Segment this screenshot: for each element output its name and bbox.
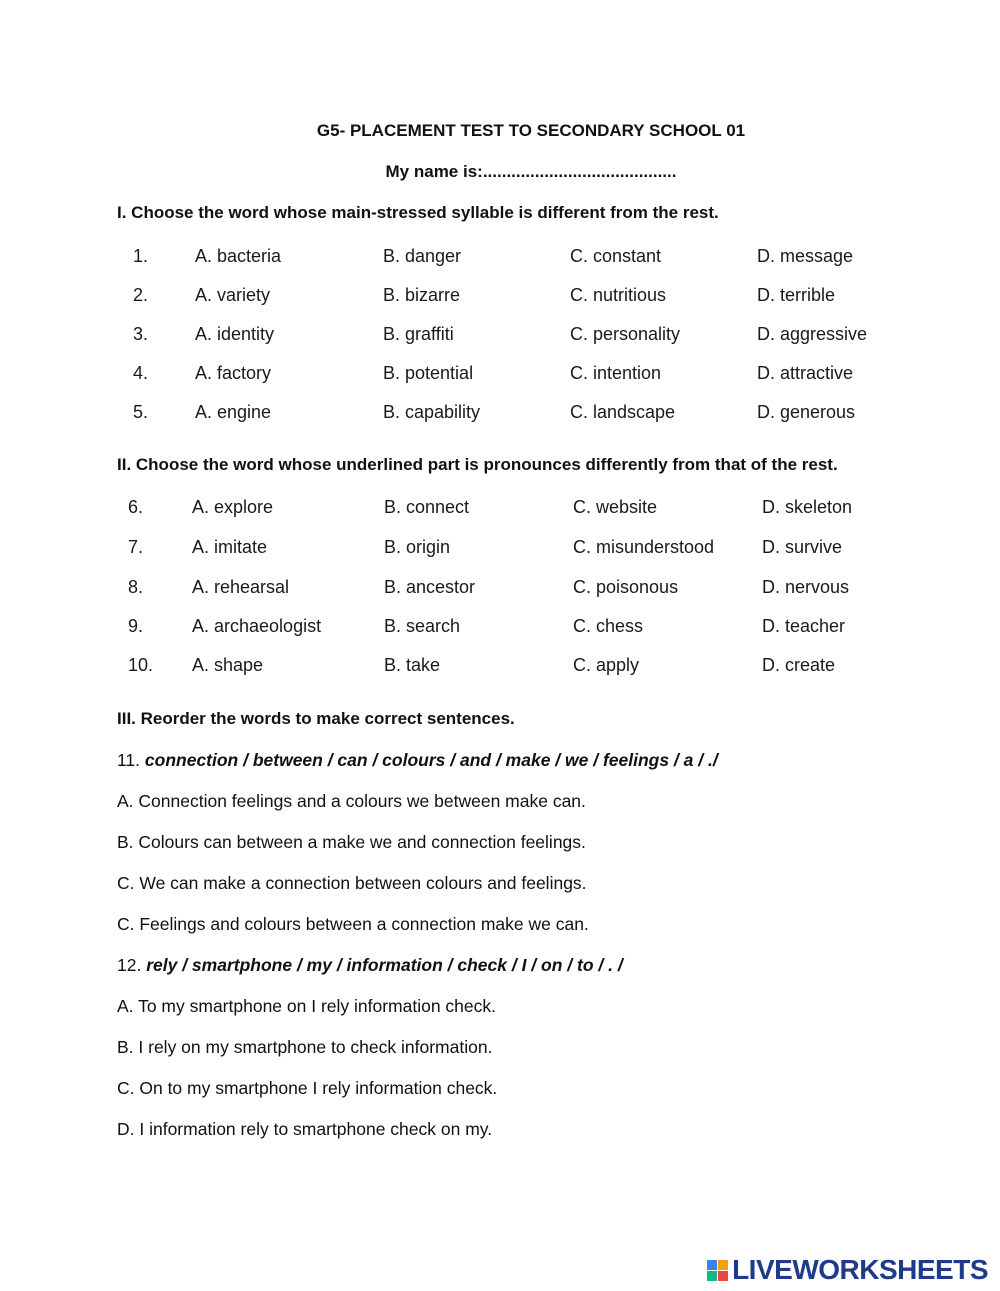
question-number: 11. (117, 750, 141, 770)
option-c[interactable]: C. nutritious (570, 285, 667, 305)
answer-option[interactable]: C. Feelings and colours between a connection make we can. (117, 914, 589, 934)
question-row (0, 324, 1000, 350)
question-number: 3. (133, 324, 149, 344)
option-b[interactable]: B. danger (383, 246, 462, 266)
option-b[interactable]: B. connect (384, 497, 470, 517)
question-row (0, 246, 1000, 272)
question-row (0, 655, 1000, 681)
answer-option[interactable]: B. Colours can between a make we and connection feelings. (117, 832, 586, 852)
option-c[interactable]: C. website (573, 497, 658, 517)
question-prompt: connection / between / can / colours / and / make / we / feelings / a / ./ (144, 750, 718, 770)
option-c[interactable]: C. constant (570, 246, 662, 266)
option-c[interactable]: C. apply (573, 655, 640, 675)
option-b[interactable]: B. ancestor (384, 577, 476, 597)
question-row (0, 285, 1000, 311)
name-line: My name is:......................................... (385, 162, 677, 181)
section-2-heading: II. Choose the word whose underlined part is pronounces differently from that of the rest. (117, 455, 838, 474)
answer-option[interactable]: D. I information rely to smartphone check on my. (117, 1119, 493, 1139)
logo-text: LIVEWORKSHEETS (732, 1254, 988, 1285)
option-d[interactable]: D. teacher (762, 616, 846, 636)
option-b[interactable]: B. take (384, 655, 441, 675)
option-b[interactable]: B. bizarre (383, 285, 461, 305)
option-a[interactable]: A. bacteria (195, 246, 282, 266)
logo-icon (707, 1260, 728, 1281)
option-a[interactable]: A. archaeologist (192, 616, 322, 636)
option-d[interactable]: D. aggressive (757, 324, 868, 344)
option-c[interactable]: C. intention (570, 363, 662, 383)
question-number: 9. (128, 616, 144, 636)
question-row (0, 402, 1000, 428)
option-d[interactable]: D. create (762, 655, 836, 675)
question-number: 12. (117, 955, 142, 975)
question-number: 6. (128, 497, 144, 517)
answer-option[interactable]: C. On to my smartphone I rely information check. (117, 1078, 498, 1098)
section-3-heading: III. Reorder the words to make correct sentences. (117, 709, 515, 728)
option-b[interactable]: B. graffiti (383, 324, 454, 344)
option-a[interactable]: A. imitate (192, 537, 268, 557)
question-number: 5. (133, 402, 149, 422)
option-a[interactable]: A. identity (195, 324, 275, 344)
option-a[interactable]: A. rehearsal (192, 577, 290, 597)
question-row (0, 616, 1000, 642)
question-number: 8. (128, 577, 144, 597)
option-d[interactable]: D. survive (762, 537, 843, 557)
answer-option[interactable]: A. Connection feelings and a colours we between make can. (117, 791, 586, 811)
question-prompt: rely / smartphone / my / information / check / I / on / to / . / (146, 955, 623, 975)
option-d[interactable]: D. skeleton (762, 497, 853, 517)
question-number: 4. (133, 363, 149, 383)
option-b[interactable]: B. capability (383, 402, 481, 422)
question-row (0, 537, 1000, 563)
option-a[interactable]: A. factory (195, 363, 272, 383)
option-d[interactable]: D. nervous (762, 577, 850, 597)
page-title: G5- PLACEMENT TEST TO SECONDARY SCHOOL 01 (316, 121, 746, 140)
answer-option[interactable]: A. To my smartphone on I rely information check. (117, 996, 497, 1016)
option-c[interactable]: C. personality (570, 324, 681, 344)
option-c[interactable]: C. poisonous (573, 577, 679, 597)
question-12 (117, 955, 623, 976)
option-d[interactable]: D. message (757, 246, 854, 266)
answer-option[interactable]: B. I rely on my smartphone to check information. (117, 1037, 493, 1057)
option-a[interactable]: A. explore (192, 497, 274, 517)
option-c[interactable]: C. landscape (570, 402, 676, 422)
question-number: 7. (128, 537, 144, 557)
question-row (0, 363, 1000, 389)
option-c[interactable]: C. misunderstood (573, 537, 715, 557)
question-row (0, 577, 1000, 603)
option-c[interactable]: C. chess (573, 616, 644, 636)
answer-option[interactable]: C. We can make a connection between colours and feelings. (117, 873, 587, 893)
option-d[interactable]: D. generous (757, 402, 856, 422)
liveworksheets-logo[interactable] (707, 1254, 988, 1286)
option-a[interactable]: A. shape (192, 655, 264, 675)
question-number: 2. (133, 285, 149, 305)
question-row (0, 497, 1000, 523)
question-number: 1. (133, 246, 149, 266)
option-b[interactable]: B. origin (384, 537, 451, 557)
option-d[interactable]: D. attractive (757, 363, 854, 383)
question-number: 10. (128, 655, 154, 675)
option-b[interactable]: B. search (384, 616, 461, 636)
option-a[interactable]: A. engine (195, 402, 272, 422)
option-a[interactable]: A. variety (195, 285, 271, 305)
option-b[interactable]: B. potential (383, 363, 474, 383)
section-1-heading: I. Choose the word whose main-stressed syllable is different from the rest. (117, 203, 719, 222)
option-d[interactable]: D. terrible (757, 285, 836, 305)
question-11 (117, 750, 718, 771)
